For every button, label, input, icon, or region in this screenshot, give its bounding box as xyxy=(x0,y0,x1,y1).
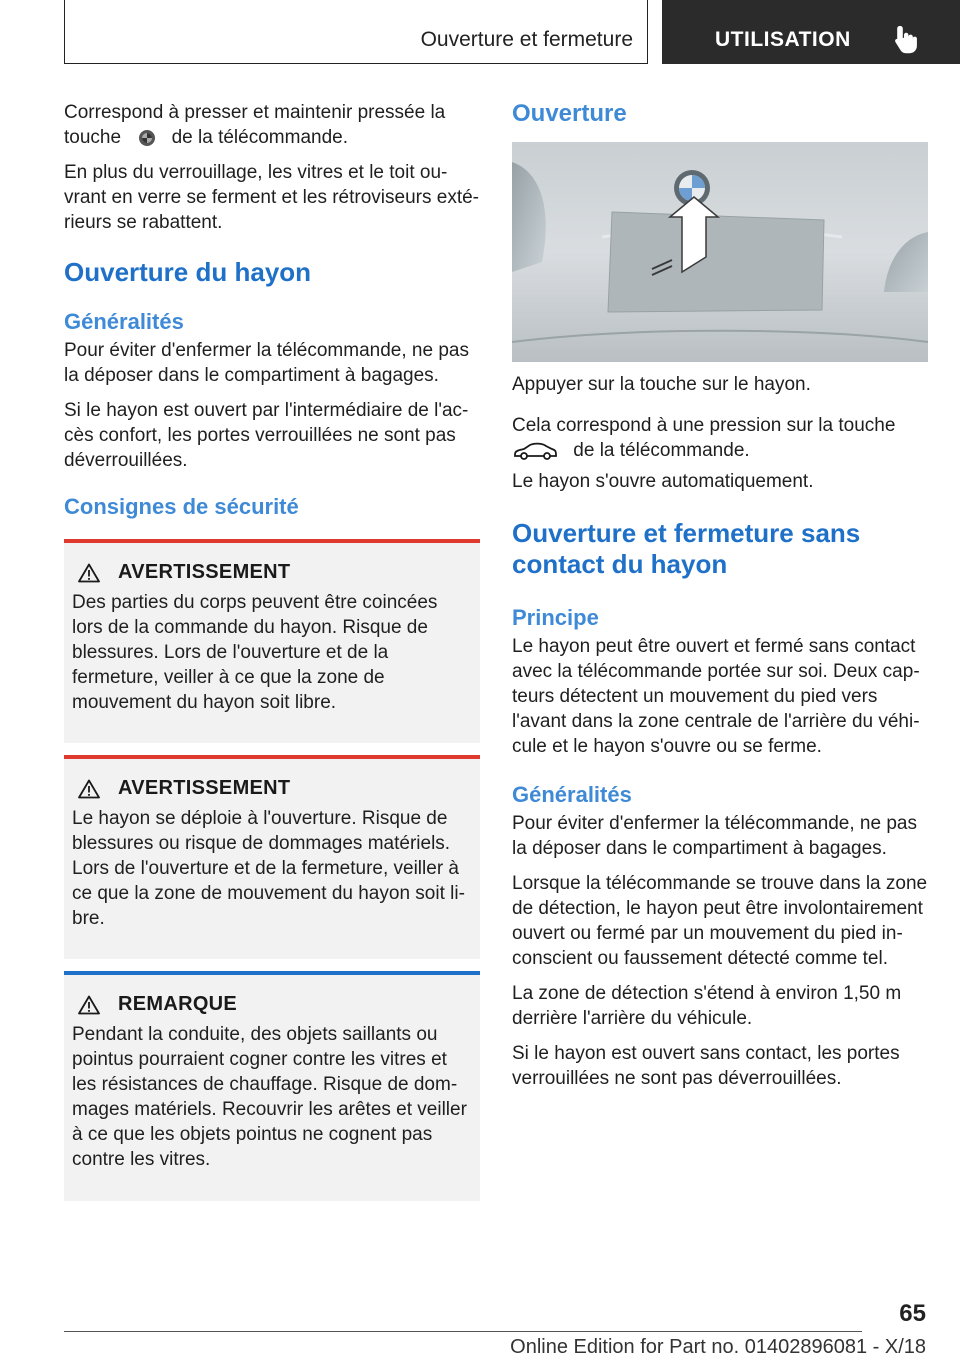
heading-consignes-securite: Consignes de sécurité xyxy=(64,494,299,519)
equivalent-text-after: de la télécommande. xyxy=(573,440,750,461)
press-tailgate-paragraph: Appuyer sur la touche sur le hayon. xyxy=(512,374,811,395)
header-chapter-label: UTILISATION xyxy=(715,28,851,51)
tailgate-photo-image xyxy=(512,142,928,362)
remark-title: REMARQUE xyxy=(118,993,238,1015)
header-section-title: Ouverture et fermeture xyxy=(420,28,633,51)
left-column xyxy=(64,100,480,1201)
remark-box xyxy=(64,971,480,1201)
right-generalites-paragraph-3: La zone de détection s'étend à environ 1,50 m derrière l'arrière du véhicule. xyxy=(512,983,902,1029)
heading-generalites-left: Généralités xyxy=(64,309,184,334)
heading-principe: Principe xyxy=(512,605,599,630)
heading-ouverture: Ouverture xyxy=(512,100,627,127)
remote-lock-button-icon xyxy=(138,129,156,147)
footer-edition-text: Online Edition for Part no. 01402896081 - X/18 xyxy=(510,1336,926,1358)
right-generalites-paragraph-1: Pour éviter d'enfermer la télécommande, ne pas la déposer dans le compartiment à bagages. xyxy=(512,813,917,859)
page-number: 65 xyxy=(899,1300,926,1327)
remark-header xyxy=(72,993,472,1016)
header-chapter-tab xyxy=(662,0,960,64)
right-generalites-paragraph-2: Lorsque la télécommande se trouve dans la zone de détection, le hayon peut être involontairement ouvert ou fermé par un mouvement du pied inconscient ou faussement détecté comme tel. xyxy=(512,873,928,969)
warning-triangle-icon xyxy=(78,779,100,799)
warning-title: AVERTISSEMENT xyxy=(118,561,291,583)
header-section-box xyxy=(64,0,648,64)
equivalent-text-before: Cela correspond à une pression sur la touche xyxy=(512,415,896,436)
right-generalites-paragraph-4: Si le hayon est ouvert sans contact, les portes verrouillées ne sont pas déverrouillées. xyxy=(512,1043,900,1089)
page-header xyxy=(0,0,960,66)
heading-generalites-right: Généralités xyxy=(512,782,632,807)
remote-tailgate-button-icon xyxy=(512,441,558,461)
equivalent-press-paragraph xyxy=(512,413,928,463)
heading-sans-contact: Ouverture et fermeture sans contact du hayon xyxy=(512,518,861,579)
right-column xyxy=(512,100,928,1101)
warning-box-2 xyxy=(64,755,480,959)
intro-text-before: Correspond à presser et maintenir pressée la touche xyxy=(64,102,446,148)
warning-triangle-icon xyxy=(78,995,100,1015)
warning-box-1 xyxy=(64,539,480,743)
heading-ouverture-hayon: Ouverture du hayon xyxy=(64,257,312,287)
generalites-paragraph-2: Si le hayon est ouvert par l'intermédiaire de l'accès confort, les portes verrouillées ne sont pas déverrouillées. xyxy=(64,400,469,471)
warning-body: Des parties du corps peuvent être coincées lors de la commande du hayon. Risque de blessures. Lors de l'ouverture et de la fermeture, veiller à ce que la zone de mouvement du hayon soit libre. xyxy=(72,592,438,713)
principe-paragraph: Le hayon peut être ouvert et fermé sans contact avec la télécommande portée sur soi. Deux capteurs détectent un mouvement du pied vers l'avant dans la zone centrale de l'arrière du véhicule et le hayon s'ouvre ou se ferme. xyxy=(512,636,920,757)
auto-open-paragraph: Le hayon s'ouvre automatiquement. xyxy=(512,471,814,492)
intro-paragraph xyxy=(64,100,480,150)
warning-triangle-icon xyxy=(78,563,100,583)
warning-header xyxy=(72,561,472,584)
remark-body: Pendant la conduite, des objets saillants ou pointus pourraient cogner contre les vitres et les résistances de chauffage. Risque de dommages matériels. Recouvrir les arêtes et veiller à ce que les objets pointus ne cognent pas contre les vitres. xyxy=(72,1024,467,1170)
warning-title: AVERTISSEMENT xyxy=(118,777,291,799)
intro-text-after: de la télécommande. xyxy=(171,127,348,148)
footer-divider xyxy=(64,1331,862,1332)
lock-extras-paragraph: En plus du verrouillage, les vitres et le toit ouvrant en verre se ferment et les rétroviseurs extérieurs se rabattent. xyxy=(64,162,479,233)
warning-body: Le hayon se déploie à l'ouverture. Risque de blessures ou risque de dommages matériels. Lors de l'ouverture et de la fermeture, veiller à ce que la zone de mouvement du hayon soit libre. xyxy=(72,808,465,929)
generalites-paragraph-1: Pour éviter d'enfermer la télécommande, ne pas la déposer dans le compartiment à bagages. xyxy=(64,340,469,386)
warning-header xyxy=(72,777,472,800)
pointing-hand-icon xyxy=(894,24,920,54)
